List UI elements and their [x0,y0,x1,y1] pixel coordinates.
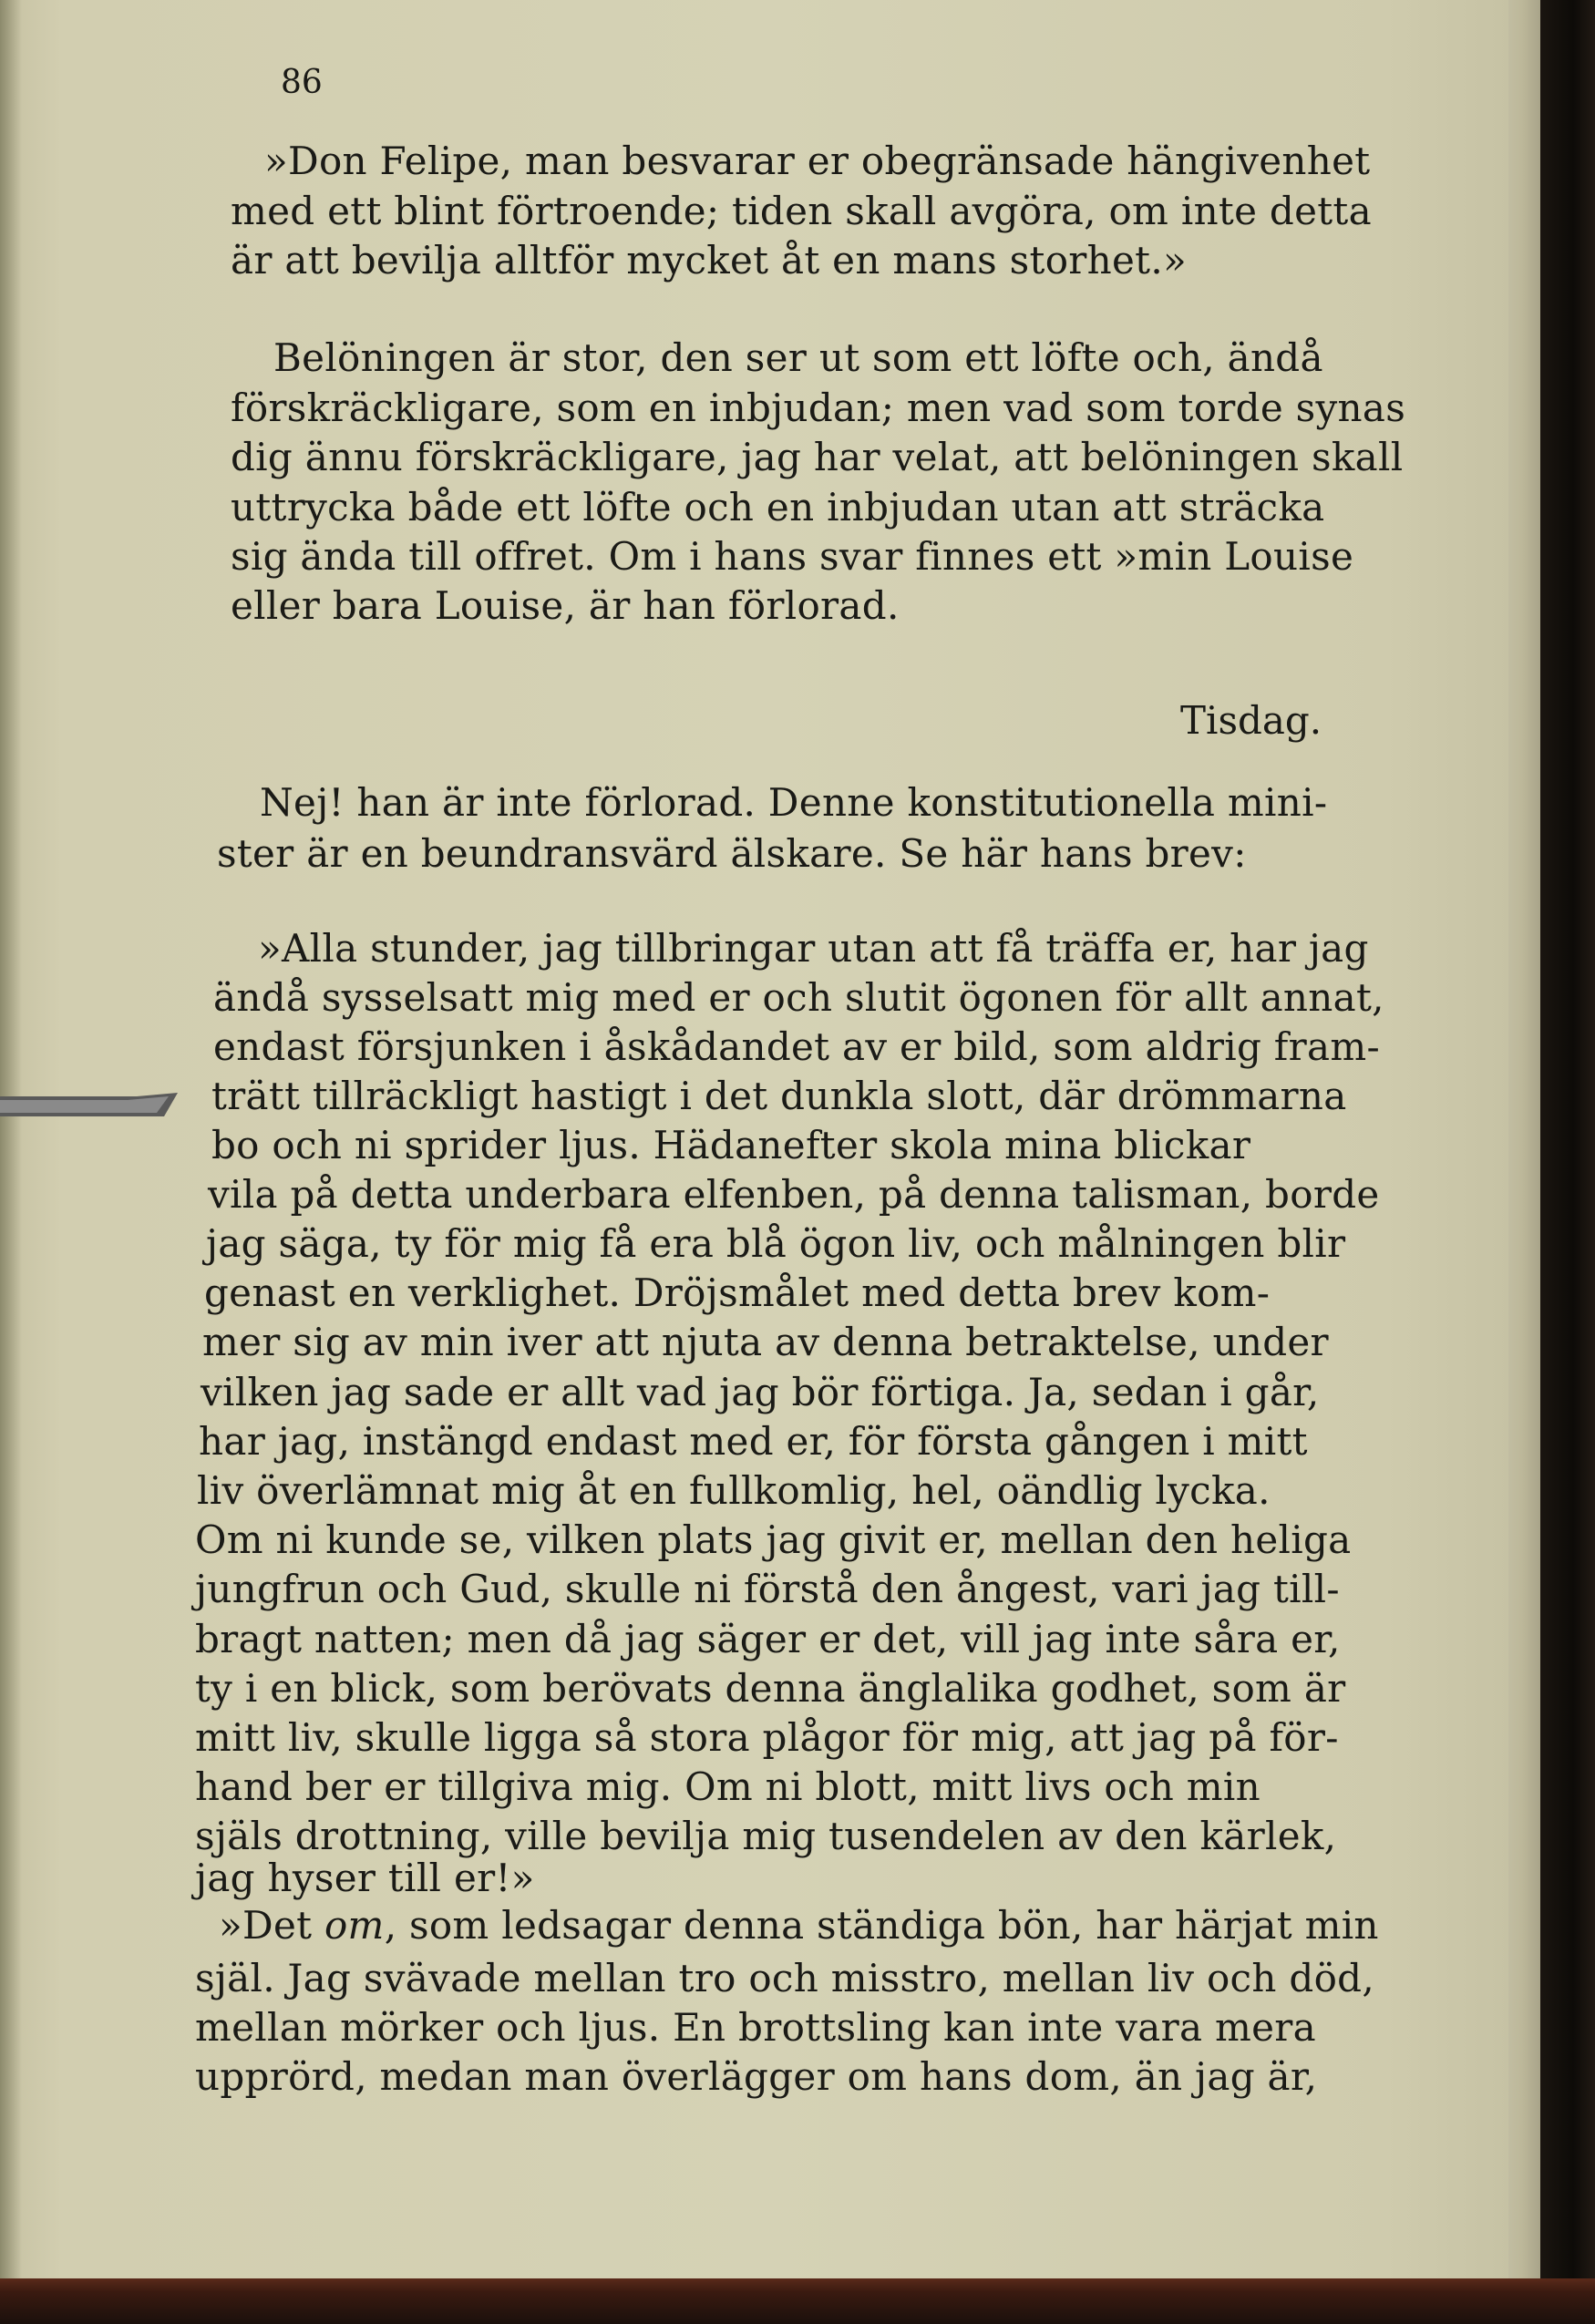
dateline: Tisdag. [1180,698,1322,743]
text-line: jag säga, ty för mig få era blå ögon liv, och målningen blir [206,1221,1346,1266]
text-line: jungfrun och Gud, skulle ni förstå den ångest, vari jag till- [195,1567,1340,1611]
text-line: trätt tillräckligt hastigt i det dunkla slott, där drömmarna [211,1074,1347,1118]
text-line: vila på detta underbara elfenben, på denna talisman, borde [208,1172,1380,1217]
text-line: har jag, instängd endast med er, för första gången i mitt [199,1419,1308,1464]
text-line: sig ända till offret. Om i hans svar finnes ett »min Louise [231,534,1354,579]
text-line: är att bevilja alltför mycket åt en mans storhet.» [231,238,1187,283]
text-fragment: »Det [219,1903,324,1948]
text-line: hand ber er tillgiva mig. Om ni blott, mitt livs och min [195,1764,1261,1809]
text-line: genast en verklighet. Dröjsmålet med detta brev kom- [204,1270,1271,1315]
text-line: Nej! han är inte förlorad. Denne konstitutionella mini- [260,780,1328,825]
text-line: »Don Felipe, man besvarar er obegränsade hängivenhet [264,139,1371,183]
text-line: Om ni kunde se, vilken plats jag givit er, mellan den heliga [195,1517,1352,1562]
text-line: bo och ni sprider ljus. Hädanefter skola mina blickar [211,1123,1251,1167]
text-line: ändå sysselsatt mig med er och slutit ögonen för allt annat, [213,975,1384,1020]
page-number: 86 [281,64,323,101]
text-line: liv överlämnat mig åt en fullkomlig, hel, oändlig lycka. [197,1468,1271,1513]
text-fragment: , som ledsagar denna ständiga bön, har härjat min [384,1903,1379,1948]
text-line: endast försjunken i åskådandet av er bild, som aldrig fram- [213,1024,1380,1069]
text-line: uttrycka både ett löfte och en inbjudan utan att sträcka [231,485,1325,530]
text-line: mitt liv, skulle ligga så stora plågor för mig, att jag på för- [195,1715,1339,1760]
text-line: dig ännu förskräckligare, jag har velat, att belöningen skall [231,435,1404,479]
text-line: själs drottning, ville bevilja mig tusendelen av den kärlek, [195,1814,1337,1858]
text-line: bragt natten; men då jag säger er det, vill jag inte såra er, [195,1617,1341,1661]
text-line: mellan mörker och ljus. En brottsling kan inte vara mera [195,2005,1316,2050]
page-edge [1508,0,1540,2324]
text-line: upprörd, medan man överlägger om hans dom, än jag är, [195,2054,1318,2099]
text-line: med ett blint förtroende; tiden skall avgöra, om inte detta [231,189,1372,233]
book-cover-edge [1540,0,1595,2324]
text-line: »Alla stunder, jag tillbringar utan att få träffa er, har jag [258,926,1369,971]
text-line: förskräckligare, som en inbjudan; men vad som torde synas [231,386,1406,430]
text-line [219,1903,1379,1948]
text-line: mer sig av min iver att njuta av denna betraktelse, under [202,1320,1329,1364]
italic-word: om [324,1903,385,1948]
text-line: jag hyser till er!» [195,1856,535,1900]
text-line: ty i en blick, som berövats denna änglalika godhet, som är [195,1666,1346,1711]
text-line: ster är en beundransvärd älskare. Se här hans brev: [217,831,1247,876]
text-line: vilken jag sade er allt vad jag bör förtiga. Ja, sedan i går, [201,1370,1320,1414]
text-line: eller bara Louise, är han förlorad. [231,583,900,628]
text-line: själ. Jag svävade mellan tro och misstro, mellan liv och död, [195,1956,1374,2000]
book-bottom-edge [0,2278,1595,2324]
text-line: Belöningen är stor, den ser ut som ett löfte och, ändå [273,335,1323,380]
